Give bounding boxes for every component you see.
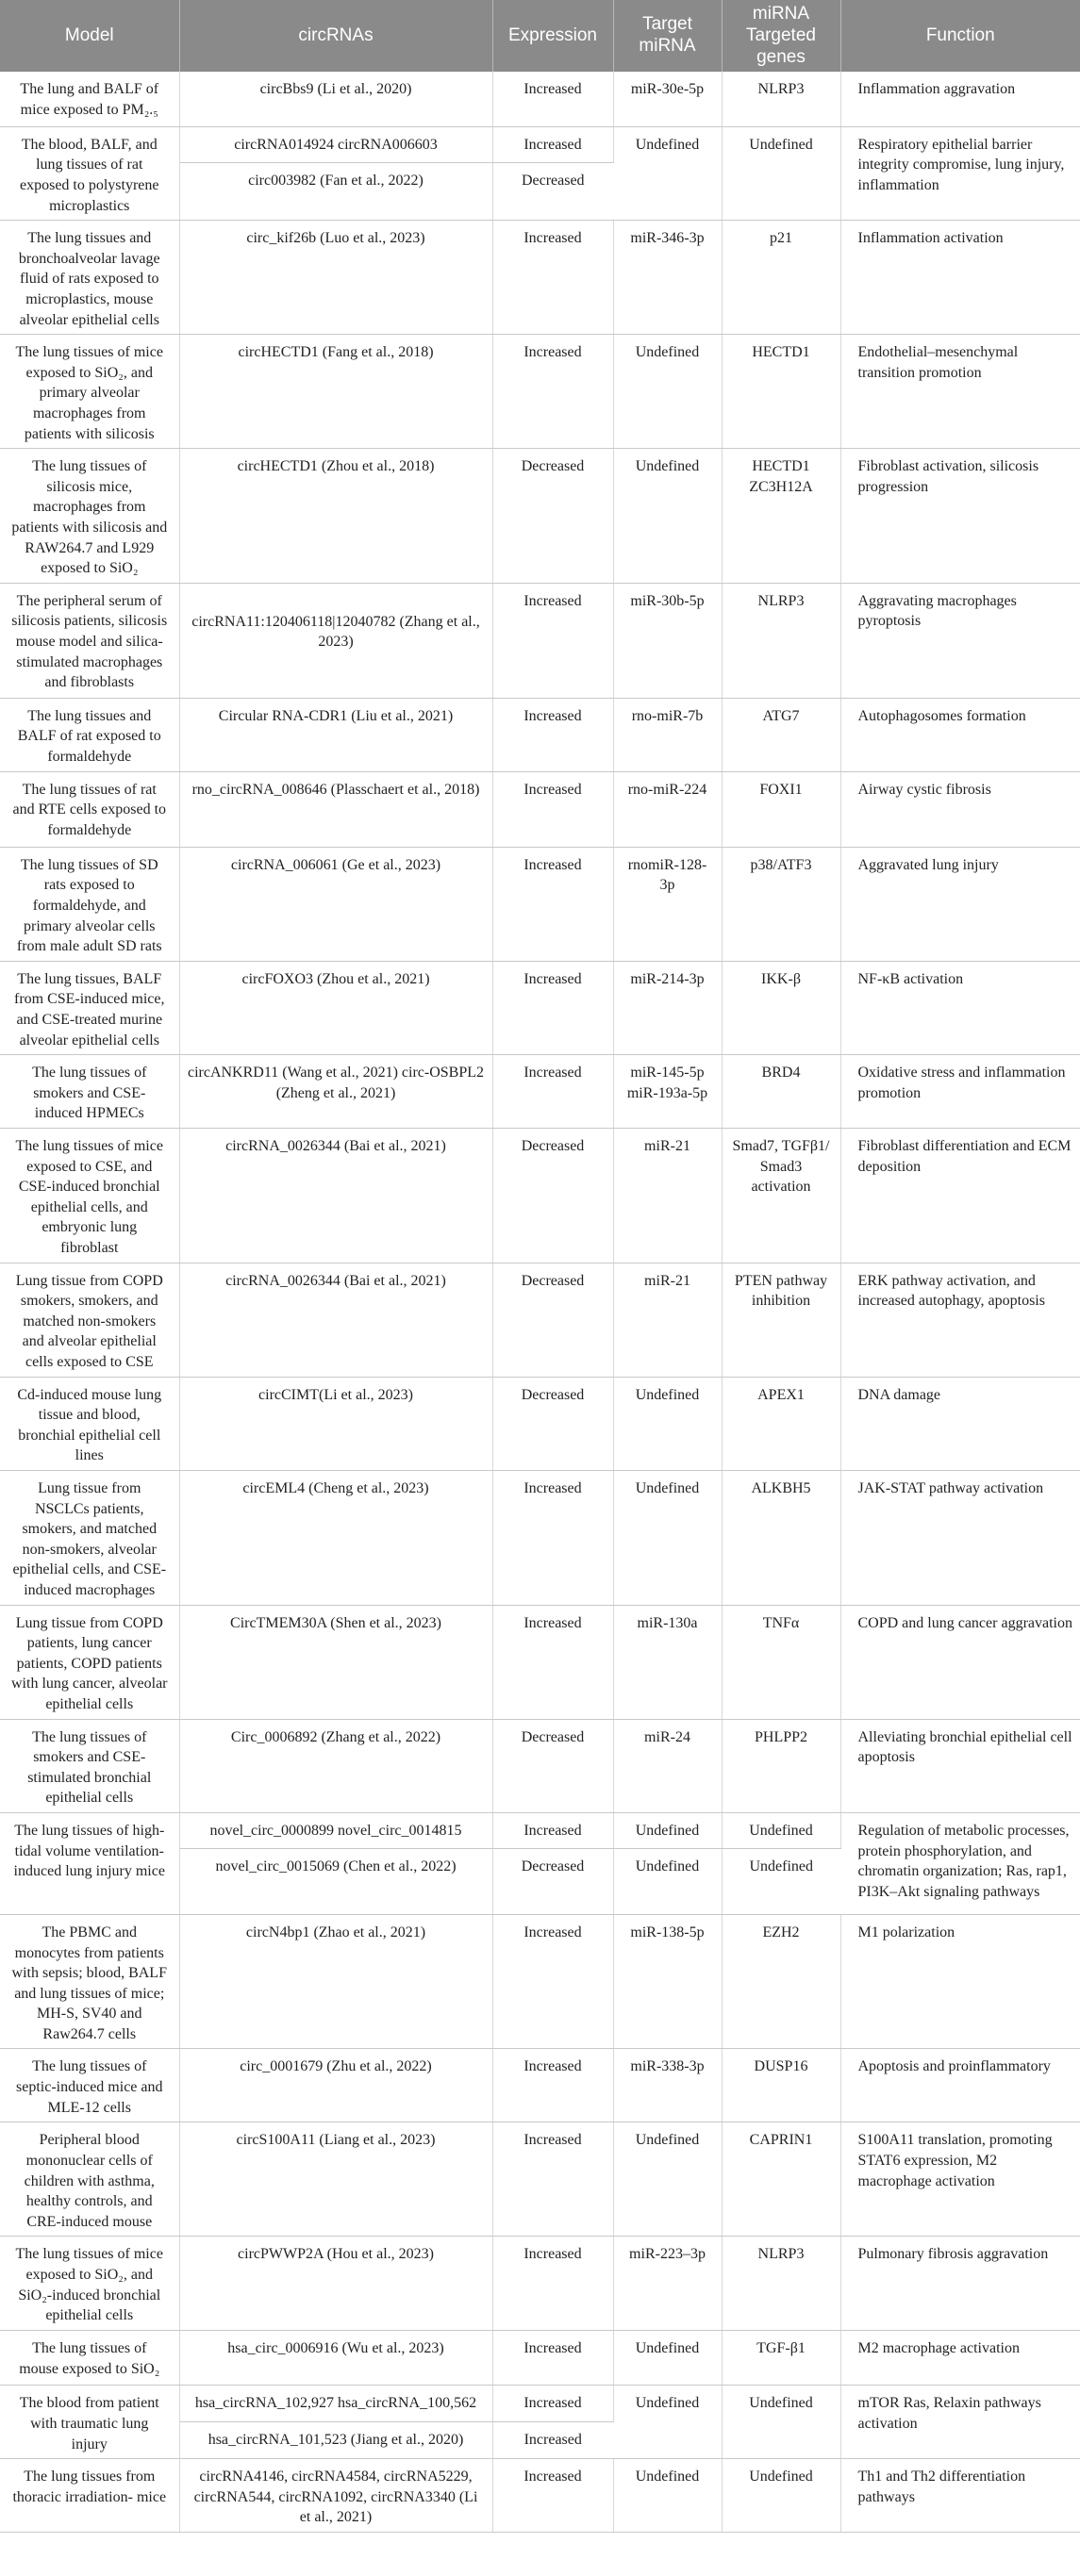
cell-model: The lung tissues of mice exposed to CSE, and CSE-induced bronchial epithelial cells, and embryonic lung fibroblast [0, 1129, 179, 1263]
cell-circrna: circRNA_006061 (Ge et al., 2023) [179, 847, 492, 961]
cell-function: Endothelial–mesenchymal transition promotion [840, 335, 1080, 449]
cell-expression: Decreased [492, 449, 613, 584]
cell-model: The lung tissues of smokers and CSE-stimulated bronchial epithelial cells [0, 1719, 179, 1812]
cell-target-mirna: rno-miR-224 [613, 771, 722, 847]
cell-function: Pulmonary fibrosis aggravation [840, 2237, 1080, 2331]
cell-expression: Increased [492, 2386, 613, 2422]
header-function: Function [840, 0, 1080, 72]
cell-expression: Decreased [492, 1129, 613, 1263]
cell-target-mirna: miR-223–3p [613, 2237, 722, 2331]
header-circrnas: circRNAs [179, 0, 492, 72]
cell-circrna: circHECTD1 (Zhou et al., 2018) [179, 449, 492, 584]
cell-circrna: CircTMEM30A (Shen et al., 2023) [179, 1605, 492, 1719]
cell-expression: Increased [492, 961, 613, 1054]
cell-target-mirna: Undefined [613, 1377, 722, 1470]
cell-circrna: circRNA11:120406118|12040782 (Zhang et al., 2023) [179, 583, 492, 698]
cell-target-mirna: miR-21 [613, 1129, 722, 1263]
cell-model: The lung tissues, BALF from CSE-induced mice, and CSE-treated murine alveolar epithelial cells [0, 961, 179, 1054]
header-targeted-genes: miRNA Targeted genes [722, 0, 840, 72]
table-row [0, 1914, 1080, 2049]
cell-expression: Increased [492, 2122, 613, 2237]
cell-circrna: circANKRD11 (Wang et al., 2021) circ-OSBPL2 (Zheng et al., 2021) [179, 1055, 492, 1129]
cell-targeted-genes: NLRP3 [722, 72, 840, 126]
cell-function: Th1 and Th2 differentiation pathways [840, 2459, 1080, 2533]
cell-function: Respiratory epithelial barrier integrity compromise, lung injury, inflammation [840, 126, 1080, 220]
cell-expression: Decreased [492, 162, 613, 220]
cell-targeted-genes: Undefined [722, 1848, 840, 1914]
table-row [0, 698, 1080, 771]
cell-model: The lung tissues of rat and RTE cells exposed to formaldehyde [0, 771, 179, 847]
cell-targeted-genes: Undefined [722, 2459, 840, 2533]
cell-function: S100A11 translation, promoting STAT6 expression, M2 macrophage activation [840, 2122, 1080, 2237]
cell-targeted-genes: Undefined [722, 1812, 840, 1848]
header-target-mirna: Target miRNA [613, 0, 722, 72]
cell-function: Inflammation aggravation [840, 72, 1080, 126]
table-row [0, 961, 1080, 1054]
cell-expression: Increased [492, 771, 613, 847]
cell-expression: Decreased [492, 1377, 613, 1470]
table-row [0, 2237, 1080, 2331]
cell-function: Fibroblast activation, silicosis progression [840, 449, 1080, 584]
cell-target-mirna: miR-21 [613, 1263, 722, 1377]
cell-circrna: hsa_circRNA_102,927 hsa_circRNA_100,562 [179, 2386, 492, 2422]
table-body [0, 72, 1080, 2532]
cell-model: The lung tissues of mouse exposed to SiO₂ [0, 2331, 179, 2386]
cell-function: Airway cystic fibrosis [840, 771, 1080, 847]
cell-circrna: novel_circ_0000899 novel_circ_0014815 [179, 1812, 492, 1848]
cell-expression: Increased [492, 2237, 613, 2331]
table-row [0, 2459, 1080, 2533]
cell-targeted-genes: HECTD1 ZC3H12A [722, 449, 840, 584]
cell-target-mirna: miR-30e-5p [613, 72, 722, 126]
cell-expression: Decreased [492, 1719, 613, 1812]
cell-target-mirna: miR-145-5p miR-193a-5p [613, 1055, 722, 1129]
table-header [0, 0, 1080, 72]
cell-expression: Decreased [492, 1263, 613, 1377]
cell-target-mirna: Undefined [613, 1812, 722, 1848]
cell-circrna: Circular RNA-CDR1 (Liu et al., 2021) [179, 698, 492, 771]
cell-targeted-genes: HECTD1 [722, 335, 840, 449]
cell-circrna: circRNA4146, circRNA4584, circRNA5229, circRNA544, circRNA1092, circRNA3340 (Li et al., 2021) [179, 2459, 492, 2533]
cell-target-mirna: Undefined [613, 1471, 722, 1606]
table-row [0, 1055, 1080, 1129]
cell-circrna: hsa_circ_0006916 (Wu et al., 2023) [179, 2331, 492, 2386]
cell-target-mirna: Undefined [613, 449, 722, 584]
cell-target-mirna: miR-338-3p [613, 2049, 722, 2122]
cell-function: Oxidative stress and inflammation promotion [840, 1055, 1080, 1129]
cell-circrna: rno_circRNA_008646 (Plasschaert et al., 2018) [179, 771, 492, 847]
cell-target-mirna: Undefined [613, 126, 722, 220]
table-row [0, 1605, 1080, 1719]
cell-circrna: circRNA_0026344 (Bai et al., 2021) [179, 1263, 492, 1377]
cell-target-mirna: miR-138-5p [613, 1914, 722, 2049]
cell-model: Peripheral blood mononuclear cells of children with asthma, healthy controls, and CRE-induced mouse [0, 2122, 179, 2237]
cell-model: Lung tissue from COPD patients, lung cancer patients, COPD patients with lung cancer, alveolar epithelial cells [0, 1605, 179, 1719]
cell-target-mirna: rnomiR-128-3p [613, 847, 722, 961]
cell-circrna: circPWWP2A (Hou et al., 2023) [179, 2237, 492, 2331]
cell-targeted-genes: PTEN pathway inhibition [722, 1263, 840, 1377]
cell-target-mirna: rno-miR-7b [613, 698, 722, 771]
cell-circrna: circHECTD1 (Fang et al., 2018) [179, 335, 492, 449]
cell-model: The peripheral serum of silicosis patients, silicosis mouse model and silica-stimulated macrophages and fibroblasts [0, 583, 179, 698]
cell-function: Aggravating macrophages pyroptosis [840, 583, 1080, 698]
cell-circrna: circFOXO3 (Zhou et al., 2021) [179, 961, 492, 1054]
cell-target-mirna: Undefined [613, 2331, 722, 2386]
cell-function: Autophagosomes formation [840, 698, 1080, 771]
cell-circrna: circEML4 (Cheng et al., 2023) [179, 1471, 492, 1606]
cell-model: The lung tissues of smokers and CSE-induced HPMECs [0, 1055, 179, 1129]
cell-targeted-genes: DUSP16 [722, 2049, 840, 2122]
cell-target-mirna: miR-24 [613, 1719, 722, 1812]
cell-circrna: circ_kif26b (Luo et al., 2023) [179, 221, 492, 335]
cell-expression: Increased [492, 126, 613, 162]
cell-targeted-genes: ATG7 [722, 698, 840, 771]
cell-model: Lung tissue from COPD smokers, smokers, and matched non-smokers and alveolar epithelial cells exposed to CSE [0, 1263, 179, 1377]
cell-circrna: circN4bp1 (Zhao et al., 2021) [179, 1914, 492, 2049]
table-row [0, 1377, 1080, 1470]
cell-model: The blood, BALF, and lung tissues of rat exposed to polystyrene microplastics [0, 126, 179, 220]
table-row [0, 126, 1080, 162]
cell-expression: Increased [492, 2331, 613, 2386]
table-row [0, 2331, 1080, 2386]
cell-function: NF-κB activation [840, 961, 1080, 1054]
cell-function: DNA damage [840, 1377, 1080, 1470]
cell-expression: Increased [492, 1471, 613, 1606]
table-row [0, 583, 1080, 698]
cell-expression: Increased [492, 221, 613, 335]
cell-model: The blood from patient with traumatic lung injury [0, 2386, 179, 2459]
cell-targeted-genes: APEX1 [722, 1377, 840, 1470]
cell-model: The lung tissues of high-tidal volume ventilation-induced lung injury mice [0, 1812, 179, 1914]
cell-model: The PBMC and monocytes from patients with sepsis; blood, BALF and lung tissues of mice; MH-S, SV40 and Raw264.7 cells [0, 1914, 179, 2049]
cell-expression: Increased [492, 1055, 613, 1129]
cell-circrna: hsa_circRNA_101,523 (Jiang et al., 2020) [179, 2422, 492, 2459]
table-row [0, 2386, 1080, 2422]
cell-target-mirna: Undefined [613, 2459, 722, 2533]
table-row [0, 1719, 1080, 1812]
cell-function: ERK pathway activation, and increased autophagy, apoptosis [840, 1263, 1080, 1377]
table-row [0, 771, 1080, 847]
cell-expression: Increased [492, 72, 613, 126]
cell-function: Alleviating bronchial epithelial cell apoptosis [840, 1719, 1080, 1812]
cell-function: Fibroblast differentiation and ECM deposition [840, 1129, 1080, 1263]
table-row [0, 2049, 1080, 2122]
table-row [0, 335, 1080, 449]
cell-expression: Increased [492, 2049, 613, 2122]
cell-model: The lung and BALF of mice exposed to PM₂.₅ [0, 72, 179, 126]
cell-expression: Increased [492, 2459, 613, 2533]
cell-function: Aggravated lung injury [840, 847, 1080, 961]
table-row [0, 1812, 1080, 1848]
cell-expression: Increased [492, 847, 613, 961]
cell-circrna: circRNA_0026344 (Bai et al., 2021) [179, 1129, 492, 1263]
cell-expression: Increased [492, 335, 613, 449]
cell-target-mirna: miR-30b-5p [613, 583, 722, 698]
cell-target-mirna: miR-130a [613, 1605, 722, 1719]
cell-model: The lung tissues of silicosis mice, macrophages from patients with silicosis and RAW264.7 and L929 exposed to SiO₂ [0, 449, 179, 584]
cell-model: Lung tissue from NSCLCs patients, smokers, and matched non-smokers, alveolar epithelial cells, and CSE-induced macrophages [0, 1471, 179, 1606]
cell-model: The lung tissues from thoracic irradiation- mice [0, 2459, 179, 2533]
cell-circrna: novel_circ_0015069 (Chen et al., 2022) [179, 1848, 492, 1914]
cell-function: COPD and lung cancer aggravation [840, 1605, 1080, 1719]
cell-function: Regulation of metabolic processes, protein phosphorylation, and chromatin organization; Ras, rap1, PI3K–Akt signaling pathways [840, 1812, 1080, 1914]
cell-model: The lung tissues and bronchoalveolar lavage fluid of rats exposed to microplastics, mouse alveolar epithelial cells [0, 221, 179, 335]
cell-targeted-genes: Undefined [722, 2386, 840, 2459]
cell-target-mirna: miR-346-3p [613, 221, 722, 335]
cell-model: Cd-induced mouse lung tissue and blood, bronchial epithelial cell lines [0, 1377, 179, 1470]
cell-targeted-genes: TGF-β1 [722, 2331, 840, 2386]
cell-model: The lung tissues of mice exposed to SiO₂, and SiO₂-induced bronchial epithelial cells [0, 2237, 179, 2331]
cell-circrna: circ_0001679 (Zhu et al., 2022) [179, 2049, 492, 2122]
header-row [0, 0, 1080, 72]
cell-targeted-genes: Undefined [722, 126, 840, 220]
table-row [0, 72, 1080, 126]
cell-model: The lung tissues of septic-induced mice and MLE-12 cells [0, 2049, 179, 2122]
cell-expression: Decreased [492, 1848, 613, 1914]
cell-model: The lung tissues of mice exposed to SiO₂, and primary alveolar macrophages from patients with silicosis [0, 335, 179, 449]
cell-target-mirna: Undefined [613, 1848, 722, 1914]
cell-expression: Increased [492, 583, 613, 698]
cell-model: The lung tissues of SD rats exposed to formaldehyde, and primary alveolar cells from male adult SD rats [0, 847, 179, 961]
cell-targeted-genes: TNFα [722, 1605, 840, 1719]
cell-targeted-genes: IKK-β [722, 961, 840, 1054]
cell-targeted-genes: p21 [722, 221, 840, 335]
cell-target-mirna: Undefined [613, 2386, 722, 2459]
table-row [0, 221, 1080, 335]
cell-function: mTOR Ras, Relaxin pathways activation [840, 2386, 1080, 2459]
cell-model: The lung tissues and BALF of rat exposed to formaldehyde [0, 698, 179, 771]
table-row [0, 1129, 1080, 1263]
cell-circrna: Circ_0006892 (Zhang et al., 2022) [179, 1719, 492, 1812]
header-model: Model [0, 0, 179, 72]
cell-function: M1 polarization [840, 1914, 1080, 2049]
cell-function: Apoptosis and proinflammatory [840, 2049, 1080, 2122]
cell-target-mirna: Undefined [613, 2122, 722, 2237]
cell-circrna: circBbs9 (Li et al., 2020) [179, 72, 492, 126]
cell-expression: Increased [492, 698, 613, 771]
cell-function: Inflammation activation [840, 221, 1080, 335]
header-expression: Expression [492, 0, 613, 72]
cell-targeted-genes: ALKBH5 [722, 1471, 840, 1606]
cell-targeted-genes: PHLPP2 [722, 1719, 840, 1812]
cell-circrna: circCIMT(Li et al., 2023) [179, 1377, 492, 1470]
cell-function: M2 macrophage activation [840, 2331, 1080, 2386]
table-row [0, 2122, 1080, 2237]
cell-expression: Increased [492, 2422, 613, 2459]
cell-targeted-genes: Smad7, TGFβ1/ Smad3 activation [722, 1129, 840, 1263]
table-row [0, 847, 1080, 961]
cell-expression: Increased [492, 1914, 613, 2049]
cell-target-mirna: miR-214-3p [613, 961, 722, 1054]
cell-circrna: circRNA014924 circRNA006603 [179, 126, 492, 162]
table-row [0, 1471, 1080, 1606]
cell-targeted-genes: p38/ATF3 [722, 847, 840, 961]
cell-targeted-genes: NLRP3 [722, 2237, 840, 2331]
cell-targeted-genes: CAPRIN1 [722, 2122, 840, 2237]
cell-expression: Increased [492, 1605, 613, 1719]
cell-targeted-genes: NLRP3 [722, 583, 840, 698]
cell-targeted-genes: FOXI1 [722, 771, 840, 847]
cell-targeted-genes: BRD4 [722, 1055, 840, 1129]
table-row [0, 1263, 1080, 1377]
table-row [0, 449, 1080, 584]
cell-function: JAK-STAT pathway activation [840, 1471, 1080, 1606]
cell-target-mirna: Undefined [613, 335, 722, 449]
cell-circrna: circ003982 (Fan et al., 2022) [179, 162, 492, 220]
cell-circrna: circS100A11 (Liang et al., 2023) [179, 2122, 492, 2237]
cell-expression: Increased [492, 1812, 613, 1848]
cell-targeted-genes: EZH2 [722, 1914, 840, 2049]
